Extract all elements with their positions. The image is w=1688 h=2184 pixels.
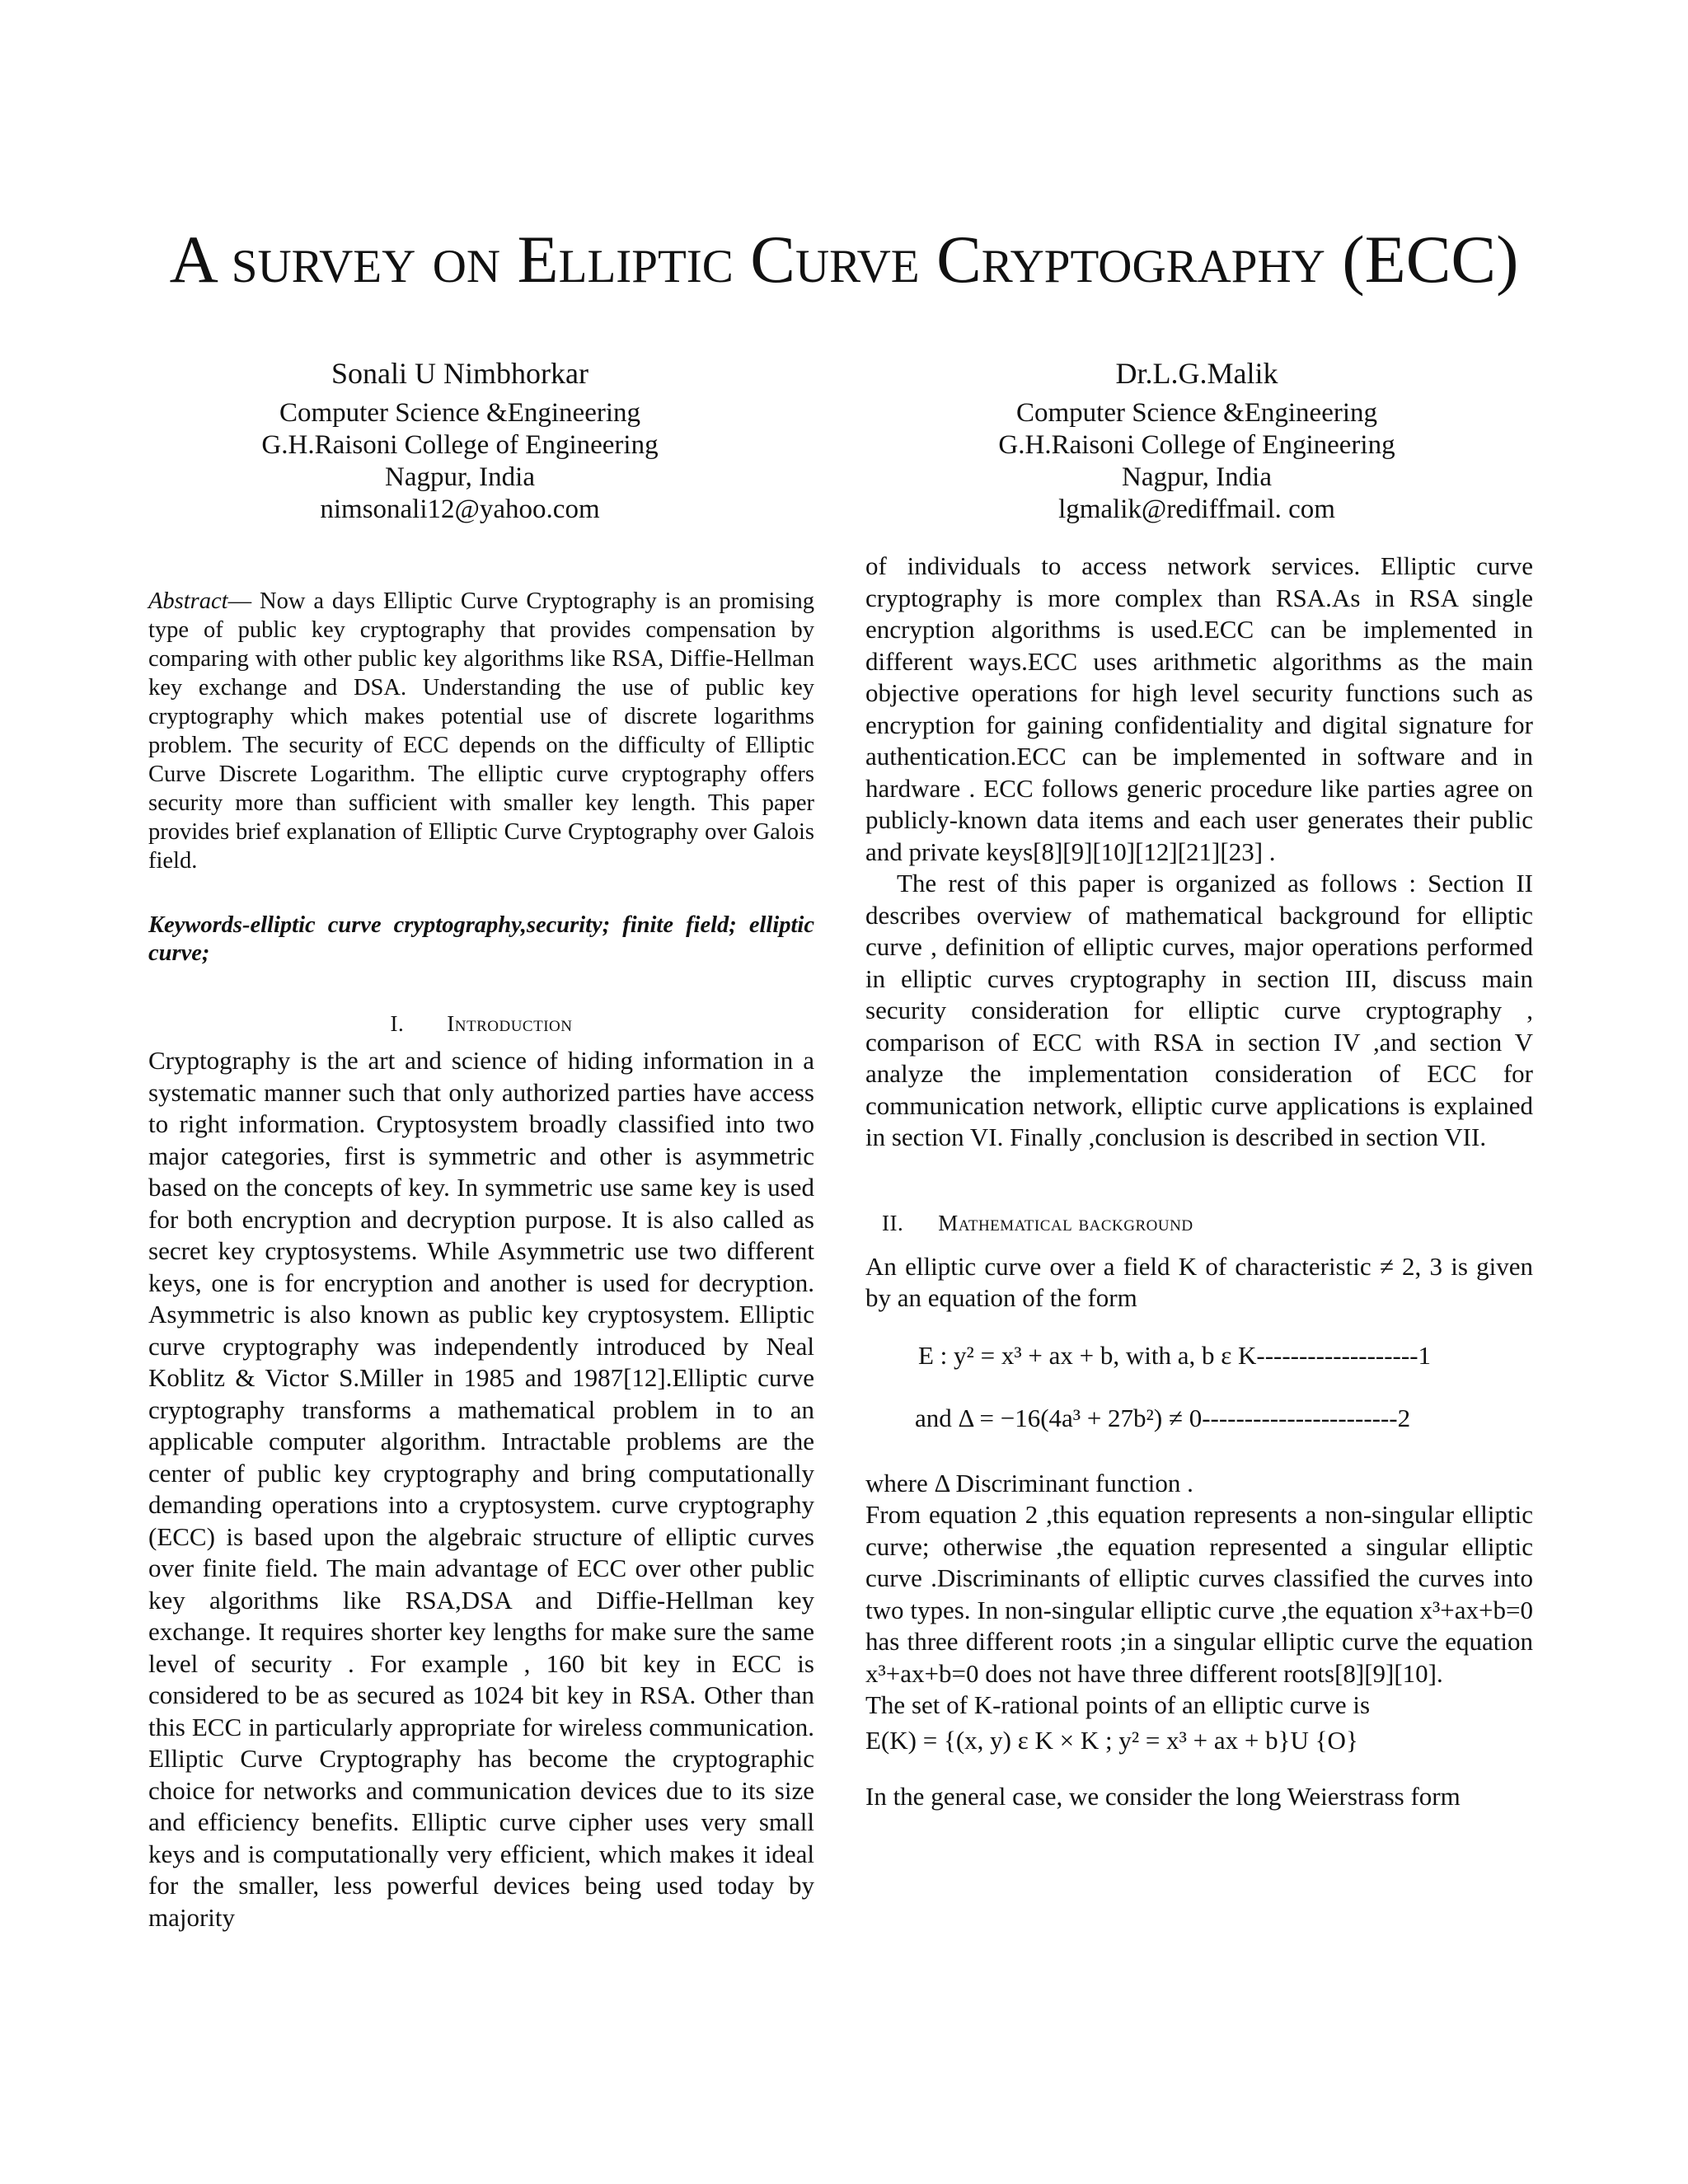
- author-institution: G.H.Raisoni College of Engineering: [998, 430, 1395, 460]
- author-name: Sonali U Nimbhorkar: [331, 357, 588, 390]
- discriminant-note: where Δ Discriminant function .: [865, 1468, 1193, 1497]
- left-column: [148, 552, 814, 1933]
- right-column: [865, 551, 1533, 1813]
- section-heading-introduction: I. Introduction: [390, 1011, 573, 1036]
- author-email: nimsonali12@yahoo.com: [320, 494, 600, 524]
- rational-points-text: The set of K-rational points of an elliptic curve is: [865, 1690, 1371, 1719]
- intro-paragraph-1-continued: of individuals to access network services. Elliptic curve cryptography is more complex than RSA.As in RSA single encryption algorithms is used.ECC can be implemented in different ways.ECC uses arithmetic algorithms as the main objective operations for high level security functions such as encryption for gaining confidentiality and digital signature for authentication.ECC can be implemented in software and in hardware . ECC follows generic procedure like parties agree on publicly-known data items and each user generates their public and private keys[8][9][10][12][21][23] .: [865, 551, 1533, 866]
- author-department: Computer Science &Engineering: [279, 398, 641, 428]
- math-intro: An elliptic curve over a field K of characteristic ≠ 2, 3 is given by an equation of the form: [865, 1251, 1533, 1312]
- equation-1: E : y² = x³ + ax + b, with a, b ɛ K-------------------1: [918, 1340, 1432, 1370]
- abstract-text: Now a days Elliptic Curve Cryptography is an promising type of public key cryptography that provides compensation by comparing with other public key algorithms like RSA, Diffie-Hellman key exchange and DSA. Understanding the use of public key cryptography which makes potential use of discrete logarithms problem. The security of ECC depends on the difficulty of Elliptic Curve Discrete Logarithm. The elliptic curve cryptography offers security more than sufficient with smaller key length. This paper provides brief explanation of Elliptic Curve Cryptography over Galois field.: [148, 588, 814, 874]
- weierstrass-text: In the general case, we consider the long Weierstrass form: [865, 1782, 1461, 1811]
- section-heading-mathematical-background: II. Mathematical background: [882, 1210, 1193, 1235]
- equation-2: and Δ = −16(4a³ + 27b²) ≠ 0-----------------------2: [915, 1403, 1411, 1432]
- paper-title: A survey on Elliptic Curve Cryptography (ECC): [169, 222, 1519, 297]
- author-block-1: [204, 353, 715, 526]
- author-department: Computer Science &Engineering: [1015, 398, 1378, 428]
- keywords: Keywords-elliptic curve cryptography,security; finite field; elliptic curve;: [148, 912, 814, 966]
- abstract: Abstract— Now a days Elliptic Curve Cryptography is an promising type of public key cryptography that provides compensation by comparing with other public key algorithms like RSA, Diffie-Hellman key exchange and DSA. Understanding the use of public key cryptography which makes potential use of discrete logarithms problem. The security of ECC depends on the difficulty of Elliptic Curve Discrete Logarithm. The elliptic curve cryptography offers security more than sufficient with smaller key length. This paper provides brief explanation of Elliptic Curve Cryptography over Galois field.: [148, 588, 814, 874]
- author-institution: G.H.Raisoni College of Engineering: [261, 430, 659, 460]
- math-paragraph: From equation 2 ,this equation represents a non-singular elliptic curve; otherwise ,the equation represented a singular elliptic curve .Discriminants of elliptic curves classified the curves into two types. In non-singular elliptic curve ,the equation x³+ax+b=0 has three different roots ;in a singular elliptic curve the equation x³+ax+b=0 does not have three different roots[8][9][10].: [865, 1500, 1533, 1688]
- intro-paragraph-2: The rest of this paper is organized as follows : Section II describes overview of mathematical background for elliptic curve , definition of elliptic curves, major operations performed in elliptic curves cryptography in section III, discuss main security consideration for elliptic curve cryptography , comparison of ECC with RSA in section IV ,and section V analyze the implementation consideration of ECC for communication network, elliptic curve applications is explained in section VI. Finally ,conclusion is described in section VII.: [865, 869, 1533, 1151]
- author-location: Nagpur, India: [1122, 462, 1272, 492]
- set-equation: E(K) = {(x, y) ɛ K × K ; y² = x³ + ax + b}U {O}: [865, 1725, 1358, 1755]
- author-name: Dr.L.G.Malik: [1115, 357, 1278, 390]
- author-block-2: [941, 353, 1452, 526]
- abstract-label: Abstract: [148, 588, 228, 614]
- author-email: lgmalik@rediffmail. com: [1058, 494, 1335, 524]
- author-location: Nagpur, India: [385, 462, 535, 492]
- intro-paragraph-1: Cryptography is the art and science of hiding information in a systematic manner such that only authorized parties have access to right information. Cryptosystem broadly classified into two major categories, first is symmetric and other is asymmetric based on the concepts of key. In symmetric use same key is used for both encryption and decryption purpose. It is also called as secret key cryptosystems. While Asymmetric use two different keys, one is for encryption and another is used for decryption. Asymmetric is also known as public key cryptosystem. Elliptic curve cryptography was independently introduced by Neal Koblitz & Victor S.Miller in 1985 and 1987[12].Elliptic curve cryptography transforms a mathematical problem in to an applicable computer algorithm. Intractable problems are the center of public key cryptography and bring computationally demanding operations into a cryptosystem. curve cryptography (ECC) is based upon the algebraic structure of elliptic curves over finite field. The main advantage of ECC over other public key algorithms like RSA,DSA and Diffie-Hellman key exchange. It requires shorter key lengths for make sure the same level of security . For example , 160 bit key in ECC is considered to be as secured as 1024 bit key in RSA. Other than this ECC in particularly appropriate for wireless communication. Elliptic Curve Cryptography has become the cryptographic choice for networks and communication devices due to its size and efficiency benefits. Elliptic curve cipher uses very small keys and is computationally very efficient, which makes it ideal for the smaller, less powerful devices being used today by majority: [148, 1046, 814, 1932]
